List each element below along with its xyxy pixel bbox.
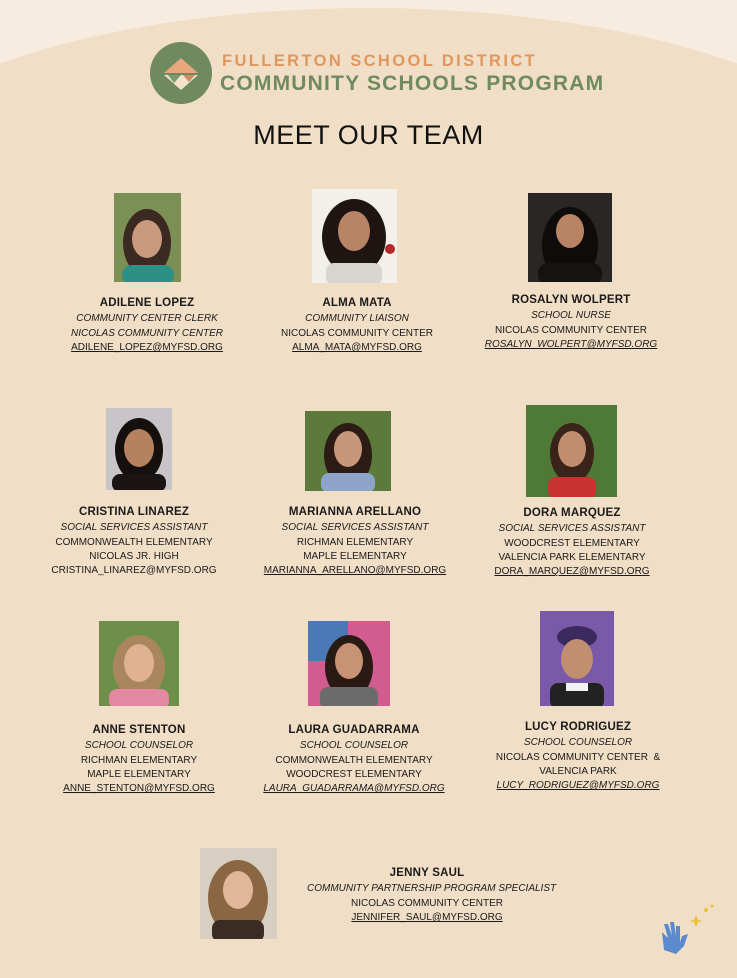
member-location: NICOLAS COMMUNITY CENTER [494, 324, 648, 336]
member-name: ANNE STENTON [92, 724, 186, 736]
member-location: VALENCIA PARK [539, 765, 617, 777]
district-logo [150, 42, 212, 104]
member-location: WOODCREST ELEMENTARY [286, 768, 422, 780]
member-name: ADILENE LOPEZ [99, 297, 195, 309]
member-location: NICOLAS COMMUNITY CENTER [280, 327, 434, 339]
member-location: NICOLAS JR. HIGH [89, 550, 179, 562]
member-location: COMMONWEALTH ELEMENTARY [55, 536, 213, 548]
team-member-card [235, 505, 475, 578]
team-member-card [307, 866, 557, 925]
team-member-card [451, 293, 691, 352]
team-member-card [458, 720, 698, 793]
member-email-link[interactable]: ADILENE_LOPEZ@MYFSD.ORG [71, 341, 223, 353]
team-member-card [452, 506, 692, 579]
member-location: VALENCIA PARK ELEMENTARY [498, 551, 646, 563]
program-name: COMMUNITY SCHOOLS PROGRAM [220, 72, 605, 95]
member-email-link[interactable]: DORA_MARQUEZ@MYFSD.ORG [494, 566, 650, 578]
member-role: SOCIAL SERVICES ASSISTANT [498, 523, 646, 535]
member-role: COMMUNITY CENTER CLERK [76, 313, 218, 325]
photo-cristina-linarez [106, 408, 172, 490]
member-email-link[interactable]: ALMA_MATA@MYFSD.ORG [292, 341, 422, 353]
team-member-card [19, 723, 259, 796]
member-role: SCHOOL NURSE [531, 310, 611, 322]
photo-dora-marquez [526, 405, 617, 497]
hand-stars-icon [650, 902, 720, 962]
member-email-link[interactable]: ROSALYN_WOLPERT@MYFSD.ORG [484, 338, 658, 350]
member-email-link[interactable]: LAURA_GUADARRAMA@MYFSD.ORG [263, 783, 445, 795]
photo-jenny-saul [200, 848, 277, 939]
team-member-card [237, 296, 477, 355]
member-name: ROSALYN WOLPERT [511, 294, 631, 306]
member-location: RICHMAN ELEMENTARY [296, 536, 414, 548]
district-name: FULLERTON SCHOOL DISTRICT [222, 52, 538, 70]
member-location: MAPLE ELEMENTARY [87, 768, 191, 780]
page-title: MEET OUR TEAM [253, 120, 484, 150]
member-location: RICHMAN ELEMENTARY [80, 754, 198, 766]
member-email-link[interactable]: LUCY_RODRIGUEZ@MYFSD.ORG [496, 780, 660, 792]
member-location: NICOLAS COMMUNITY CENTER [350, 897, 504, 909]
photo-marianna-arellano [305, 411, 391, 491]
team-member-card [14, 505, 254, 578]
photo-anne-stenton [99, 621, 179, 706]
member-location: NICOLAS COMMUNITY CENTER [70, 327, 224, 339]
team-member-card [27, 296, 267, 355]
photo-lucy-rodriguez [540, 611, 614, 706]
member-role: SOCIAL SERVICES ASSISTANT [60, 522, 208, 534]
member-location: COMMONWEALTH ELEMENTARY [275, 754, 433, 766]
photo-laura-guadarrama [308, 621, 390, 706]
member-email-link[interactable]: MARIANNA_ARELLANO@MYFSD.ORG [263, 565, 447, 577]
member-role: COMMUNITY LIAISON [305, 313, 409, 325]
team-member-card [234, 723, 474, 796]
member-name: CRISTINA LINAREZ [78, 506, 190, 518]
photo-adilene-lopez [114, 193, 181, 282]
member-name: ALMA MATA [322, 297, 392, 309]
member-role: SCHOOL COUNSELOR [523, 737, 633, 749]
member-role: SOCIAL SERVICES ASSISTANT [281, 522, 429, 534]
member-email-link[interactable]: JENNIFER_SAUL@MYFSD.ORG [351, 911, 503, 923]
member-role: SCHOOL COUNSELOR [84, 740, 194, 752]
photo-alma-mata [312, 189, 397, 283]
member-email-link[interactable]: CRISTINA_LINAREZ@MYFSD.ORG [51, 565, 217, 577]
district-logo-icon [158, 50, 204, 96]
member-name: MARIANNA ARELLANO [288, 506, 422, 518]
member-name: DORA MARQUEZ [523, 507, 621, 519]
member-email-link[interactable]: ANNE_STENTON@MYFSD.ORG [63, 783, 215, 795]
photo-rosalyn-wolpert [528, 193, 612, 282]
member-name: JENNY SAUL [389, 867, 465, 879]
member-location: NICOLAS COMMUNITY CENTER & [495, 751, 661, 763]
member-role: SCHOOL COUNSELOR [299, 740, 409, 752]
member-role: COMMUNITY PARTNERSHIP PROGRAM SPECIALIST [307, 883, 557, 895]
member-location: WOODCREST ELEMENTARY [504, 537, 640, 549]
member-name: LAURA GUADARRAMA [288, 724, 420, 736]
member-location: MAPLE ELEMENTARY [303, 550, 407, 562]
member-name: LUCY RODRIGUEZ [524, 721, 632, 733]
